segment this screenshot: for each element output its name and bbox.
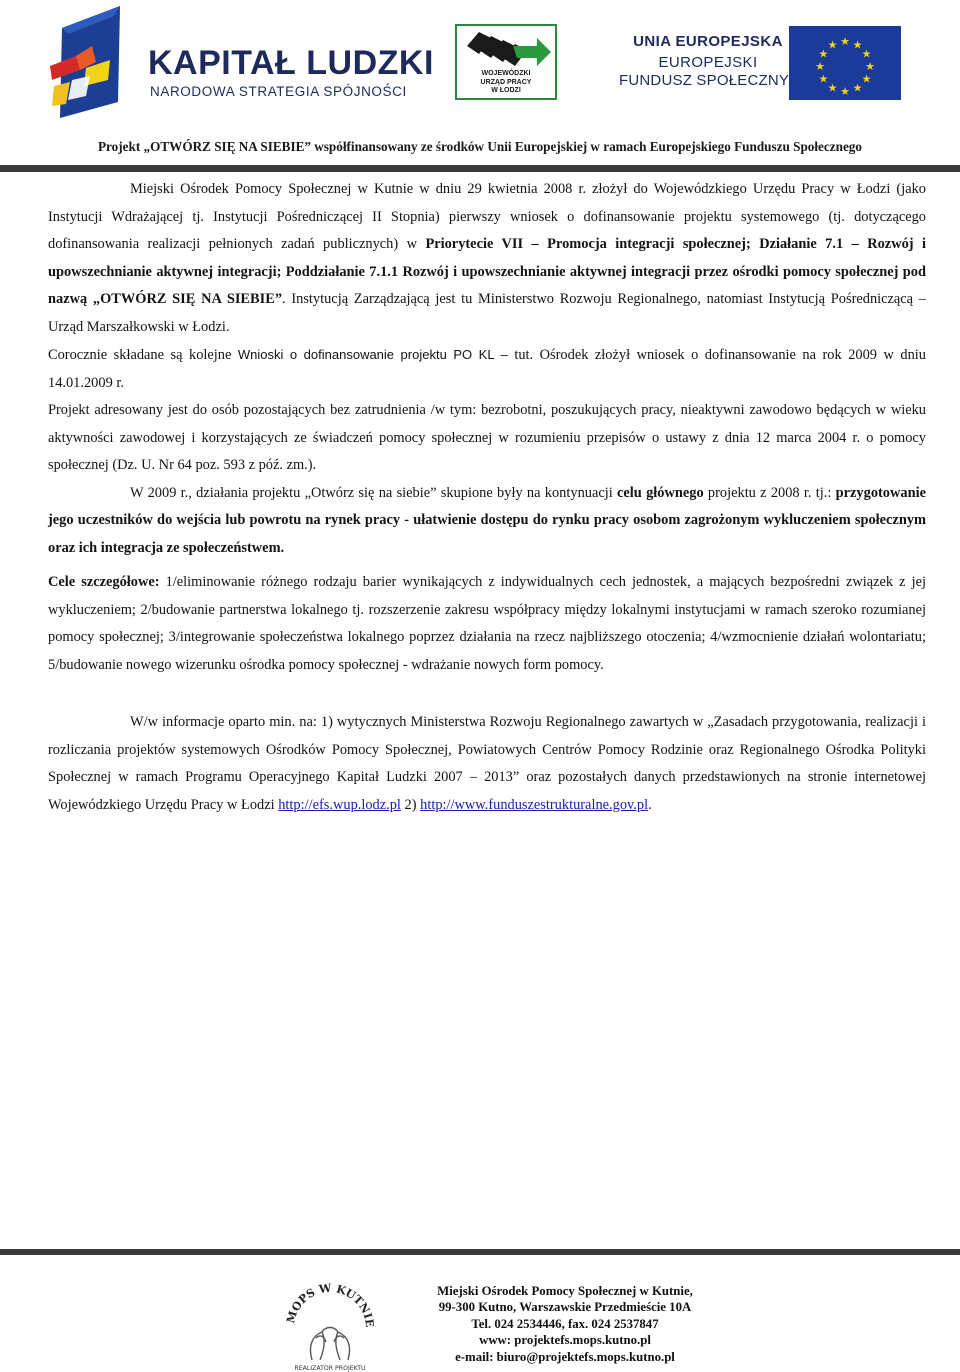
header-divider	[0, 165, 960, 172]
svg-text:★: ★	[818, 72, 829, 86]
svg-text:★: ★	[840, 84, 850, 98]
text-run: tut. Ośrodek złożył wniosek o dofinansowanie na rok 2009 w dniu 14.01.2009 r.	[48, 347, 926, 391]
kapital-ludzki-emblem-icon	[50, 6, 150, 124]
text-run: . Instytucją Zarządzającą jest tu Ministerstwo Rozwoju Regionalnego, natomiast Instytucją Pośredniczącą – Urząd Marszałkowski w Łodzi.	[48, 291, 926, 335]
footer-line-phone: Tel. 024 2534446, fax. 024 2537847	[471, 1316, 659, 1331]
hands-icon	[310, 1328, 349, 1361]
ue-subtitle-line1: EUROPEJSKI	[658, 54, 758, 71]
ue-subtitle-line2: FUNDUSZ SPOŁECZNY	[619, 72, 790, 89]
applications-name: Wnioski o dofinansowanie projektu PO KL –	[237, 347, 508, 362]
wup-line: URZĄD PRACY	[480, 78, 532, 86]
paragraph-specific-goals	[48, 569, 926, 679]
svg-text:★: ★	[815, 59, 825, 73]
kapital-ludzki-title: KAPITAŁ LUDZKI	[148, 44, 434, 82]
text-run: W 2009 r., działania projektu „Otwórz się na siebie” skupione były na kontynuacji	[130, 484, 618, 501]
paragraph-sources	[48, 709, 926, 819]
project-cofinancing-line: Projekt „OTWÓRZ SIĘ NA SIEBIE” współfinansowany ze środków Unii Europejskiej w ramach Europejskiego Funduszu Społecznego	[97, 139, 862, 154]
main-goal-text: przygotowanie jego uczestników do wejścia lub powrotu na rynek pracy - ułatwienie dostępu do rynku pracy osobom zagrożonym wykluczeniem społecznym oraz ich integracja ze społeczeństwem.	[48, 484, 926, 556]
svg-text:★: ★	[827, 38, 838, 52]
text-run: Corocznie składane są kolejne	[48, 347, 238, 363]
text-run: Miejski Ośrodek Pomocy Społecznej w Kutnie w dniu 29 kwietnia 2008 r. złożył do Wojewódzkiego Urzędu Pracy w Łodzi (jako Instytucji Wdrażającej tj. Instytucji Pośredniczącej II Stopnia) pierwszy wniosek o dofinansowanie projektu systemowego (tj. dotyczącego dofinansowania realizacji pełnionych zadań publicznych) w	[48, 181, 926, 252]
main-goal-label: celu głównego	[617, 484, 704, 501]
efs-wup-link[interactable]: http://efs.wup.lodz.pl	[278, 796, 401, 813]
svg-text:★: ★	[852, 81, 863, 95]
svg-text:★: ★	[861, 47, 872, 61]
wup-lodz-name	[457, 70, 555, 96]
mops-arc-text: MOPS W KUTNIE	[284, 1281, 377, 1329]
wup-lodz-logo	[455, 24, 557, 100]
wup-line: WOJEWÓDZKI	[481, 70, 531, 77]
text-run: .	[648, 796, 652, 813]
wup-cards-arrow-icon	[457, 28, 555, 72]
svg-text:★: ★	[865, 59, 875, 73]
document-body	[48, 176, 926, 819]
fundusze-strukturalne-link[interactable]: http://www.funduszestrukturalne.gov.pl	[420, 796, 649, 813]
mops-caption: REALIZATOR PROJEKTU	[294, 1365, 366, 1372]
svg-text:★: ★	[818, 47, 829, 61]
footer-contact	[412, 1283, 718, 1365]
footer-line-email: e-mail: biuro@projektefs.mops.kutno.pl	[455, 1349, 675, 1364]
text-run: projektu z 2008 r. tj.:	[703, 484, 836, 501]
paragraph-application	[48, 176, 926, 341]
kapital-ludzki-logo	[50, 6, 434, 124]
eu-flag-icon	[789, 26, 901, 100]
kapital-ludzki-subtitle: NARODOWA STRATEGIA SPÓJNOŚCI	[150, 84, 407, 99]
text-run: W/w informacje oparto min. na: 1) wytycznych Ministerstwa Rozwoju Regionalnego zawartych w „Zasadach przygotowania, realizacji i rozliczania projektów systemowych Ośrodków Pomocy Społecznej, Powiatowych Centrów Pomocy Rodzinie oraz Regionalnego Ośrodka Polityki Społecznej w ramach Programu Operacyjnego Kapitał Ludzki 2007 – 2013” oraz pozostałych danych przedstawionych na stronie internetowej Wojewódzkiego Urzędu Pracy w Łodzi	[48, 714, 926, 813]
footer-line-address: 99-300 Kutno, Warszawskie Przedmieście 10A	[438, 1300, 692, 1315]
paragraph-target-group: Projekt adresowany jest do osób pozostających bez zatrudnienia /w tym: bezrobotni, poszukujących pracy, nieaktywni zawodowo będących w wieku aktywności zawodowej i korzystających ze świadczeń pomocy społecznej w rozumieniu przepisów o ustawy z dnia 12 marca 2004 r. o pomocy społecznej (Dz. U. Nr 64 poz. 593 z póź. zm.).	[48, 402, 926, 473]
svg-text:★: ★	[840, 35, 850, 48]
paragraph-yearly-applications	[48, 341, 926, 397]
priority-name-bold: Priorytecie VII – Promocja integracji społecznej; Działanie 7.1 – Rozwój i upowszechnianie aktywnej integracji; Poddziałanie 7.1.1 Rozwój i upowszechnianie aktywnej integracji przez ośrodki pomocy społecznej pod nazwą „OTWÓRZ SIĘ NA SIEBIE”	[48, 236, 927, 307]
paragraph-main-goal	[48, 480, 926, 563]
eu-efs-logo	[615, 26, 905, 100]
text-run: 2)	[400, 796, 421, 813]
footer-line-www: www: projektefs.mops.kutno.pl	[479, 1333, 651, 1348]
footer-divider	[0, 1249, 960, 1255]
svg-text:★: ★	[861, 72, 872, 86]
ue-title: UNIA EUROPEJSKA	[633, 33, 783, 50]
footer-line-institution: Miejski Ośrodek Pomocy Społecznej w Kutnie,	[437, 1284, 693, 1298]
svg-text:★: ★	[852, 38, 863, 52]
wup-line: W ŁODZI	[491, 87, 521, 94]
text-run: 1/eliminowanie różnego rodzaju barier wynikających z indywidualnych cech jednostek, a mających bezpośredni związek z jej wykluczeniem; 2/budowanie partnerstwa lokalnego tj. rozszerzenie zakresu współpracy między lokalnymi instytucjami w ramach szeroko rozumianej pomocy społecznej; 3/integrowanie społeczeństwa lokalnego poprzez działania na rzecz najbliższego otoczenia; 4/wzmocnienie działań wolontariatu; 5/budowanie nowego wizerunku ośrodka pomocy społecznej - wdrażanie nowych form pomocy.	[48, 574, 926, 673]
specific-goals-label: Cele szczegółowe:	[48, 574, 160, 590]
mops-kutno-logo	[282, 1276, 378, 1372]
svg-text:MOPS W KUTNIE	[284, 1282, 376, 1329]
svg-text:★: ★	[827, 81, 838, 95]
